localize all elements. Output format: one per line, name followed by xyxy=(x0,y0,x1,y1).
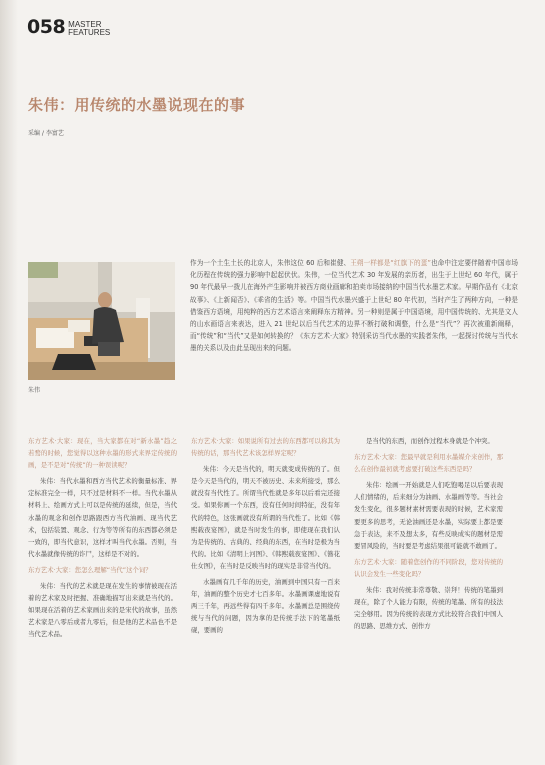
interview-paragraph: 朱伟：当代水墨和西方当代艺术的衡量标准、界定标准完全一样，只不过是材料不一样。当代水墨从材料上、绘画方式上可以是传统的延续，但是，当代水墨的观念和创作思路跟西方当代油画、现当代艺术，包括装置、观念、行为等等所有的东西都必须是一致的，即当代意识，这样才叫当代水墨。否则，当代水墨就像传统的诈尸，这样是不对的。 xyxy=(28,477,177,558)
text-column-3 xyxy=(354,435,503,636)
interview-paragraph: 是当代的东西，而创作过程本身就是个冲突。 xyxy=(366,437,494,445)
interview-question: 东方艺术·大家：现在，当大家都在对“新水墨”趋之若鹜的时候，您觉得以这种水墨的形式来界定传统的画，是不是对“传统”的一种误读呢？ xyxy=(28,437,177,470)
section-label xyxy=(68,21,110,37)
section-label-line2: FEATURES xyxy=(68,28,111,37)
article-title: 朱伟：用传统的水墨说现在的事 xyxy=(28,96,246,114)
article-byline: 采编 / 李富艺 xyxy=(28,130,64,137)
section-label-line1: MASTER xyxy=(68,20,102,29)
artist-photo xyxy=(28,262,175,380)
intro-highlight: 王朔一样都是“红旗下的蛋” xyxy=(350,259,431,267)
photo-caption: 朱伟 xyxy=(28,387,41,394)
text-column-2 xyxy=(191,435,340,641)
interview-question: 东方艺术·大家：您怎么理解“当代”这个词？ xyxy=(28,565,152,574)
interview-paragraph: 朱伟：我对传统非常尊敬、崇拜！传统的笔墨到现在，除了个人能力有限，传统的笔墨、所有的技法完全够用。因为传统的表现方式比较符合我们中国人的思路、思维方式、创作方 xyxy=(354,586,503,631)
interview-paragraph: 水墨画有几千年的历史，油画到中国只有一百来年，油画的整个历史才七百多年。水墨画课虚地说有两三千年，再远些得有四千多年。水墨画总是围绕传统与当代的问题，因为拿的是传统手法下的笔墨纸砚，要画的 xyxy=(191,578,340,635)
intro-text-a: 作为一个土生土长的北京人，朱伟这位 60 后和崔健、 xyxy=(190,259,351,267)
interview-paragraph: 朱伟：当代的艺术就是现在发生的事情被现在活着的艺术家及时把握、准确地描写出来就是当代的。如果现在活着的艺术家画出来的是宋代的故事，虽然艺术家是八零后或者九零后，但是他的艺术品也不是当代艺术品。 xyxy=(28,582,177,639)
interview-question: 东方艺术·大家：随着您创作的不同阶段，您对传统的认识会发生一些变化吗？ xyxy=(354,557,504,578)
page-gutter-shadow xyxy=(0,0,18,765)
intro-text-b: 也命中注定要伴随着中国市场化历程在传统的强力影响中起起伏伏。朱伟，一位当代艺术 30 年发展的亲历者，出生于上世纪 60 年代，属于 90 年代最早一拨儿在海外产生影响并被西方商业画廊和拍卖市场接纳的中国当代水墨艺术家。早期作品有《北京故事》、《上新闻否》、《乖省的生活》等。中国当代水墨兴盛于上世纪 80 年代初，当时产生了两种方向，一种是借鉴西方语境，用纯粹的西方艺术语言来阐释东方精神。另一种则是属于中国语境，用中国传统的、尤其是文人的山水画语言来表达，进入 21 世纪以后当代艺术的边界不断打破和调整，什么是“当代”？再次被重新阐释，而“传统”和“当代”又是如何转换的？《东方艺术·大家》特别采访当代水墨的实践者朱伟，一起探讨传统与当代水墨的关系以及由此呈现出来的问题。 xyxy=(190,259,518,353)
text-column-1 xyxy=(28,435,177,645)
article-intro xyxy=(190,257,518,355)
page-header xyxy=(27,18,110,37)
interview-question: 东方艺术·大家：您最早就是利用水墨媒介来创作，那么在创作最初就考虑要打破这些东西是吗？ xyxy=(354,453,504,474)
interview-paragraph: 朱伟：今天是当代的，明天就变成传统的了。但是今天是当代的，明天不被历史、未来所接受，那么就没有当代性了。所谓当代性就是多年以后看完还接受。如果你画一个东西，没有任何时间特征，没有年代的特色，这张画就没有所谓的当代性了。比如《韩熙载夜宴图》，就是当时发生的事，即使现在我们认为是传统的、古典的、经典的东西，在当时是极为当代的。比如《清明上河图》、《韩熙载夜宴图》、《簪花仕女图》，在当时是反映当时的现实是非常当代的。 xyxy=(191,465,340,570)
interview-question: 东方艺术·大家：如果说所有过去的东西都可以称其为传统的话，那当代艺术该怎样界定呢？ xyxy=(191,437,341,458)
page-number: 058 xyxy=(27,16,66,38)
interview-paragraph: 朱伟：绘画一开始就是人们吃饱喝足以后要表现人们情绪的，后来细分为油画、水墨画等等。当社会发生变化，很多题材素材需要表现的时候，艺术家需要更多的思考，无论油画还是水墨，实际要上都是要急于表达，来不及想太多，有些反映成实的题材是需要冒风险的，当时要是考虑结果很可能就不敢画了。 xyxy=(354,481,503,550)
artist-photo-image xyxy=(28,262,175,380)
